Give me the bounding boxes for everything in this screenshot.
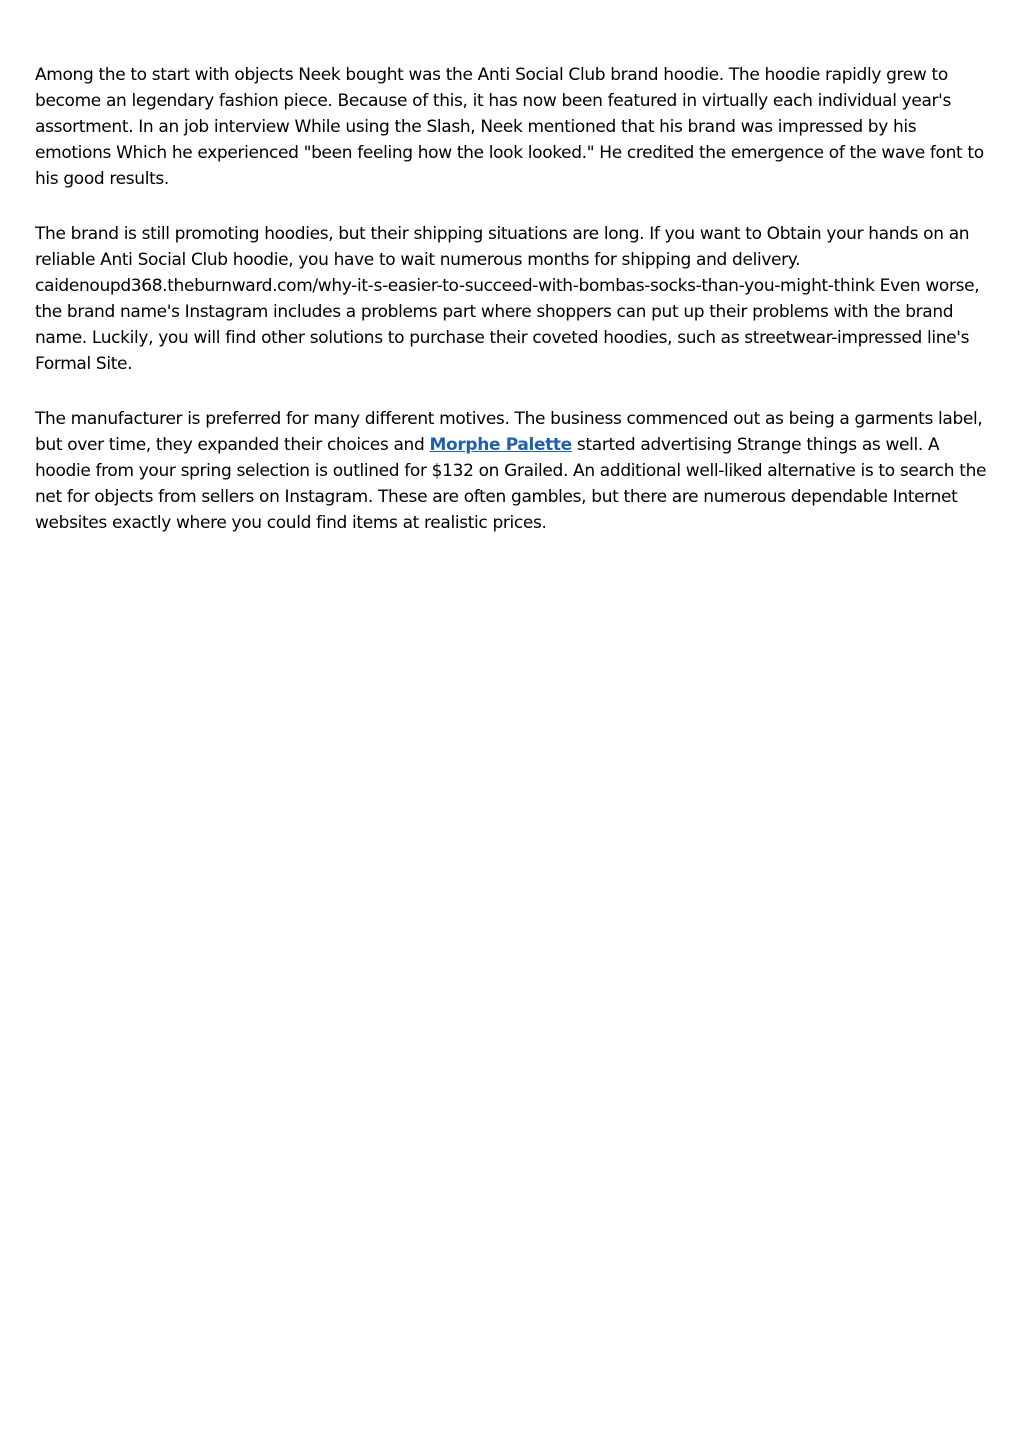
paragraph-3 <box>35 406 997 536</box>
paragraph-3-text-before: The manufacturer is preferred for many different motives. The business commenced out as being a garments label, but over time, they expanded their choices and <box>35 409 983 455</box>
document-body <box>35 62 997 565</box>
paragraph-3-text-after: started advertising Strange things as well. A hoodie from your spring selection is outlined for $132 on Grailed. An additional well-liked alternative is to search the net for objects from sellers on Instagram. These are often gambles, but there are numerous dependable Internet websites exactly where you could find items at realistic prices. <box>35 435 987 533</box>
paragraph-2: The brand is still promoting hoodies, but their shipping situations are long. If you want to Obtain your hands on an reliable Anti Social Club hoodie, you have to wait numerous months for shipping and delivery. caidenoupd368.theburnward.com/why-it-s-easier-to-succeed-with-bombas-socks-than-you-might-think Even worse, the brand name's Instagram includes a problems part where shoppers can put up their problems with the brand name. Luckily, you will find other solutions to purchase their coveted hoodies, such as streetwear-impressed line's Formal Site. <box>35 224 980 374</box>
morphe-palette-link[interactable]: Morphe Palette <box>429 435 572 455</box>
paragraph-1: Among the to start with objects Neek bought was the Anti Social Club brand hoodie. The hoodie rapidly grew to become an legendary fashion piece. Because of this, it has now been featured in virtually each individual year's assortment. In an job interview While using the Slash, Neek mentioned that his brand was impressed by his emotions Which he experienced "been feeling how the look looked." He credited the emergence of the wave font to his good results. <box>35 65 984 189</box>
